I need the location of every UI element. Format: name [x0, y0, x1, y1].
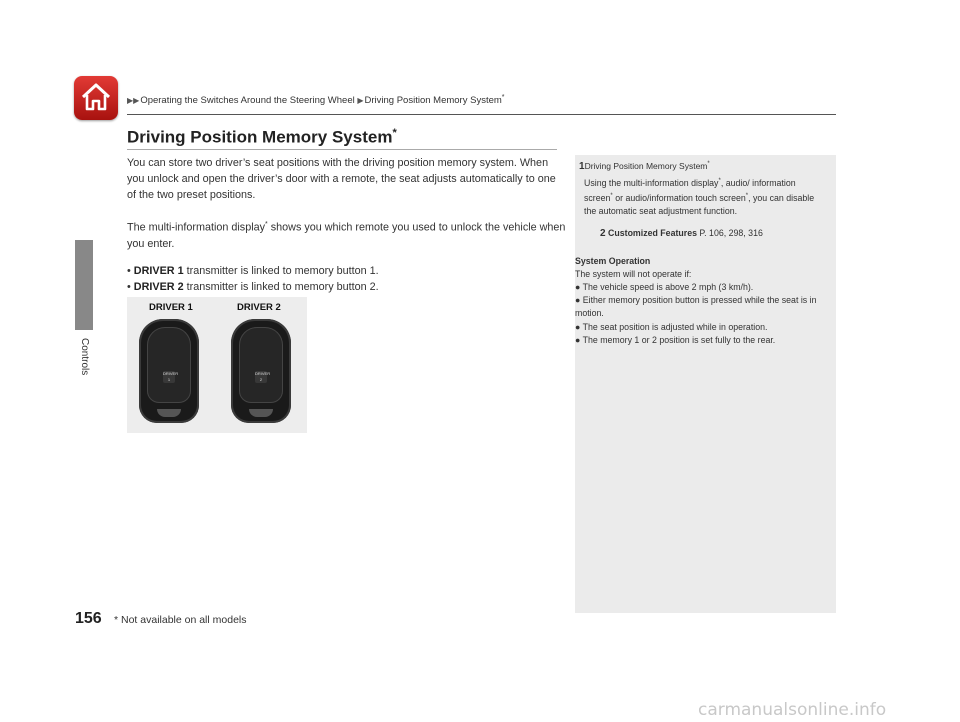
list-item: ● The seat position is adjusted while in operation. [575, 322, 768, 332]
sidebar-section-intro: The system will not operate if: [575, 269, 692, 279]
customized-features-link[interactable]: 2 Customized Features P. 106, 298, 316 [600, 228, 763, 239]
not-all-models-mark: * [392, 127, 397, 139]
list-item: ● The vehicle speed is above 2 mph (3 km/h). [575, 282, 754, 292]
list-item: • DRIVER 1 transmitter is linked to memory button 1. [127, 265, 379, 277]
list-item: ● Either memory position button is pressed while the seat is in motion. [575, 295, 817, 318]
figure-label-driver-2: DRIVER 2 [237, 302, 281, 313]
breadcrumb [127, 94, 505, 106]
not-all-models-mark: * [501, 94, 505, 101]
section-tab [75, 240, 93, 330]
home-button[interactable] [74, 76, 118, 120]
sidebar-intro: Using the multi-information display*, audio/ information screen* or audio/information touch screen*, you can disable the automatic seat adjustment function. [584, 177, 815, 216]
page-number: 156 [75, 610, 102, 627]
list-item: ● The memory 1 or 2 position is set fully to the rear. [575, 335, 776, 345]
fob-driver-button: DRIVER 2 [255, 371, 271, 382]
key-fob-driver-2 [231, 319, 291, 423]
home-icon [74, 76, 118, 120]
cross-reference-icon: 2 [600, 228, 606, 239]
figure-label-driver-1: DRIVER 1 [149, 302, 193, 313]
notes-sidebar [575, 155, 836, 613]
breadcrumb-arrow-icon: ▶ [357, 96, 364, 106]
display-paragraph: The multi-information display* shows you which remote you used to unlock the vehicle when you enter. [127, 221, 566, 250]
reference-icon: 1 [579, 160, 585, 172]
list-item: • DRIVER 2 transmitter is linked to memory button 2. [127, 281, 379, 293]
key-fob-driver-1 [139, 319, 199, 423]
title-rule [127, 149, 557, 150]
intro-paragraph: You can store two driver’s seat positions with the driving position memory system. When you unlock and open the driver’s door with a remote, the seat adjusts automatically to one of the two preset positions. [127, 157, 556, 201]
sidebar-section-title: System Operation [575, 256, 651, 266]
watermark: carmanualsonline.info [698, 700, 887, 720]
fob-driver-button: DRIVER 1 [163, 371, 179, 382]
page-title: Driving Position Memory System* [127, 127, 397, 147]
not-all-models-mark: * [265, 221, 268, 228]
footnote: * Not available on all models [114, 614, 247, 626]
section-label: Controls [79, 338, 90, 376]
sidebar-heading: 1Driving Position Memory System* [579, 160, 710, 172]
breadcrumb-parent-link[interactable]: Operating the Switches Around the Steering Wheel [140, 95, 355, 107]
breadcrumb-current: Driving Position Memory System [364, 95, 502, 107]
header-rule [127, 114, 836, 115]
breadcrumb-arrow-icon: ▶▶ [127, 96, 140, 106]
remote-transmitter-figure [127, 297, 307, 433]
